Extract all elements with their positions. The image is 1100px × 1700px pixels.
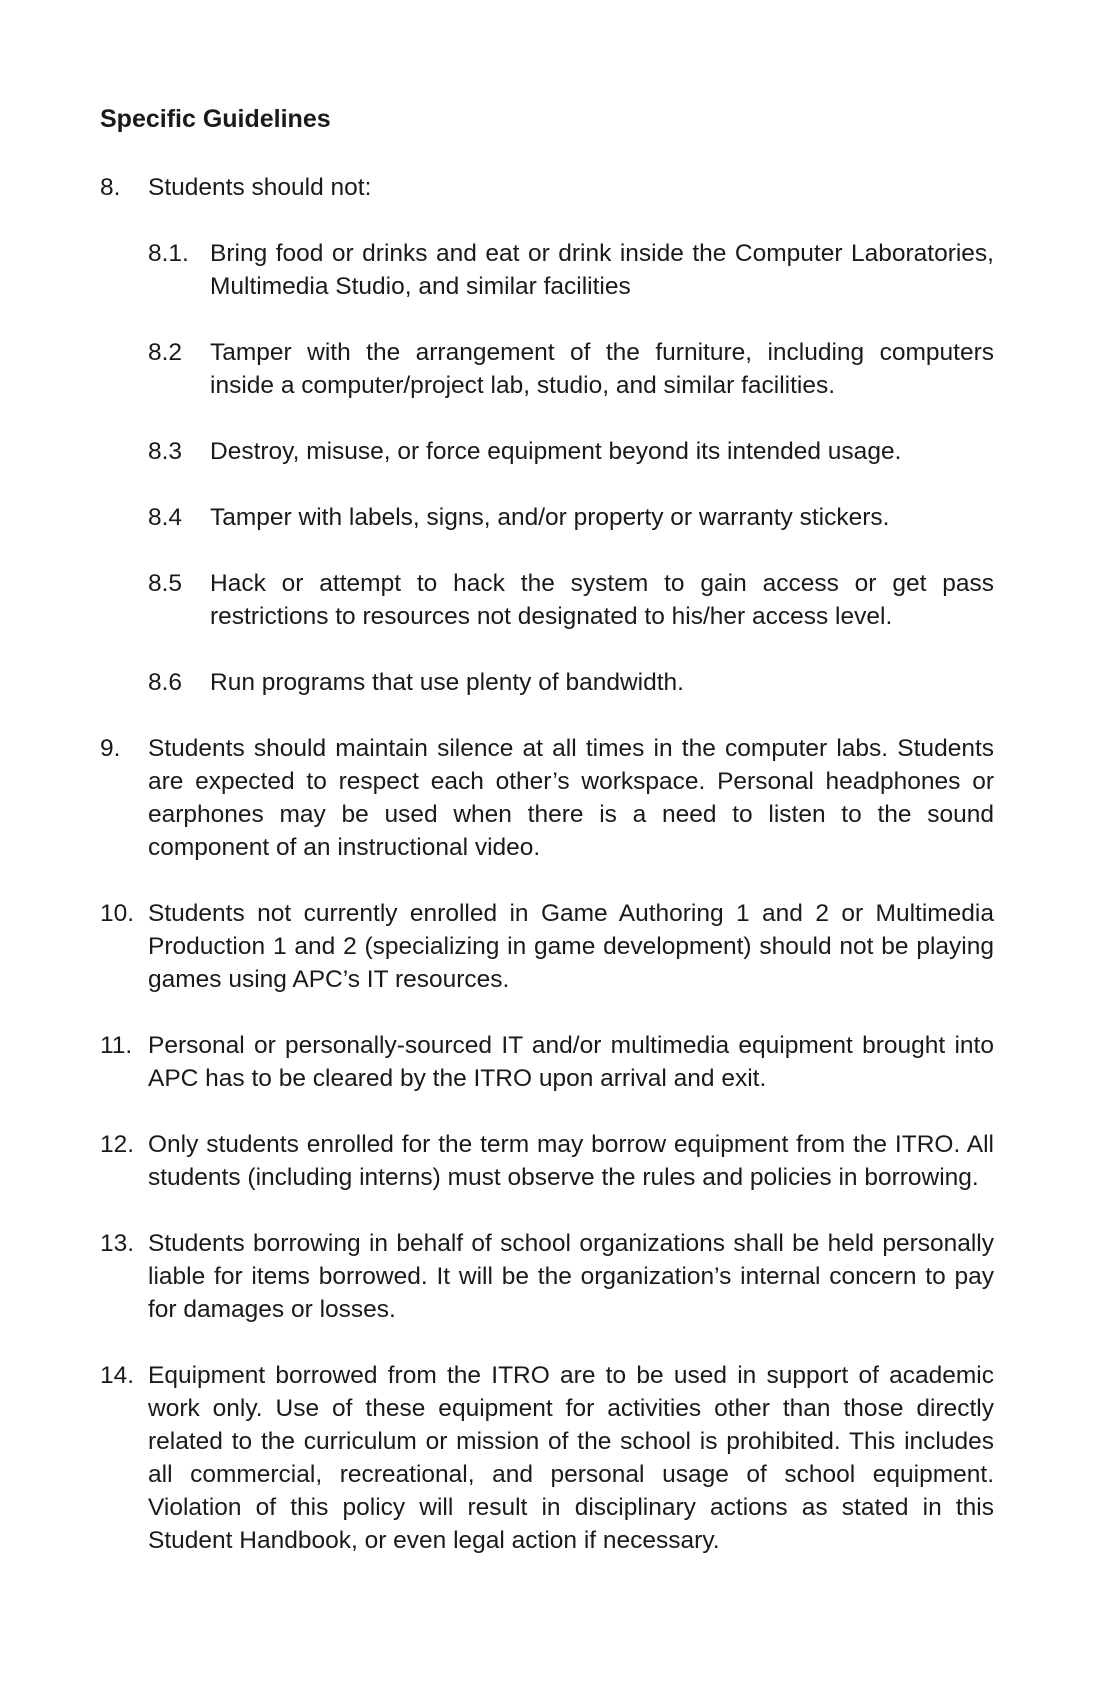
- item-number: 9.: [100, 735, 121, 762]
- item-number: 10.: [100, 900, 135, 927]
- guideline-item-9: [100, 732, 994, 864]
- subitem-number: 8.3: [148, 438, 183, 465]
- item-number: 11.: [100, 1032, 133, 1059]
- item-text: Students should maintain silence at all times in the computer labs. Students are expected to respect each other’s workspace. Personal headphones or earphones may be used when there is a need to listen to the sound component of an instructional video.: [148, 735, 994, 861]
- subitem-text: Hack or attempt to hack the system to gain access or get pass restrictions to resources not designated to his/her access level.: [210, 570, 994, 630]
- guideline-item-12: [100, 1128, 994, 1194]
- guideline-item-10: [100, 897, 994, 996]
- guideline-item-8: [100, 171, 994, 204]
- document-page: [100, 104, 994, 1590]
- item-text: Personal or personally-sourced IT and/or multimedia equipment brought into APC has to be cleared by the ITRO upon arrival and exit.: [148, 1032, 994, 1092]
- guideline-subitem-8-5: [148, 567, 994, 633]
- subitem-number: 8.6: [148, 669, 183, 696]
- guideline-item-11: [100, 1029, 994, 1095]
- item-number: 13.: [100, 1230, 135, 1257]
- guideline-sublist: [148, 237, 994, 699]
- item-text: Students borrowing in behalf of school organizations shall be held personally liable for items borrowed. It will be the organization’s internal concern to pay for damages or losses.: [148, 1230, 994, 1323]
- subitem-number: 8.5: [148, 570, 183, 597]
- subitem-text: Destroy, misuse, or force equipment beyond its intended usage.: [210, 438, 902, 465]
- item-number: 12.: [100, 1131, 135, 1158]
- item-text: Only students enrolled for the term may borrow equipment from the ITRO. All students (including interns) must observe the rules and policies in borrowing.: [148, 1131, 994, 1191]
- guideline-item-13: [100, 1227, 994, 1326]
- guideline-subitem-8-3: [148, 435, 994, 468]
- subitem-text: Tamper with labels, signs, and/or property or warranty stickers.: [210, 504, 890, 531]
- subitem-text: Run programs that use plenty of bandwidth.: [210, 669, 684, 696]
- subitem-number: 8.2: [148, 339, 183, 366]
- item-text: Students should not:: [148, 174, 372, 201]
- subitem-number: 8.1.: [148, 240, 189, 267]
- item-text: Equipment borrowed from the ITRO are to be used in support of academic work only. Use of these equipment for activities other than those directly related to the curriculum or mission of the school is prohibited. This includes all commercial, recreational, and personal usage of school equipment. Violation of this policy will result in disciplinary actions as stated in this Student Handbook, or even legal action if necessary.: [148, 1362, 994, 1554]
- item-text: Students not currently enrolled in Game Authoring 1 and 2 or Multimedia Production 1 and 2 (specializing in game development) should not be playing games using APC’s IT resources.: [148, 900, 994, 993]
- subitem-text: Tamper with the arrangement of the furniture, including computers inside a computer/project lab, studio, and similar facilities.: [210, 339, 994, 399]
- guideline-item-14: [100, 1359, 994, 1557]
- section-heading: Specific Guidelines: [100, 105, 331, 133]
- subitem-text: Bring food or drinks and eat or drink inside the Computer Laboratories, Multimedia Studio, and similar facilities: [210, 240, 994, 300]
- item-number: 14.: [100, 1362, 135, 1389]
- subitem-number: 8.4: [148, 504, 183, 531]
- guideline-subitem-8-6: [148, 666, 994, 699]
- guideline-subitem-8-2: [148, 336, 994, 402]
- item-number: 8.: [100, 174, 121, 201]
- guideline-subitem-8-1: [148, 237, 994, 303]
- guideline-subitem-8-4: [148, 501, 994, 534]
